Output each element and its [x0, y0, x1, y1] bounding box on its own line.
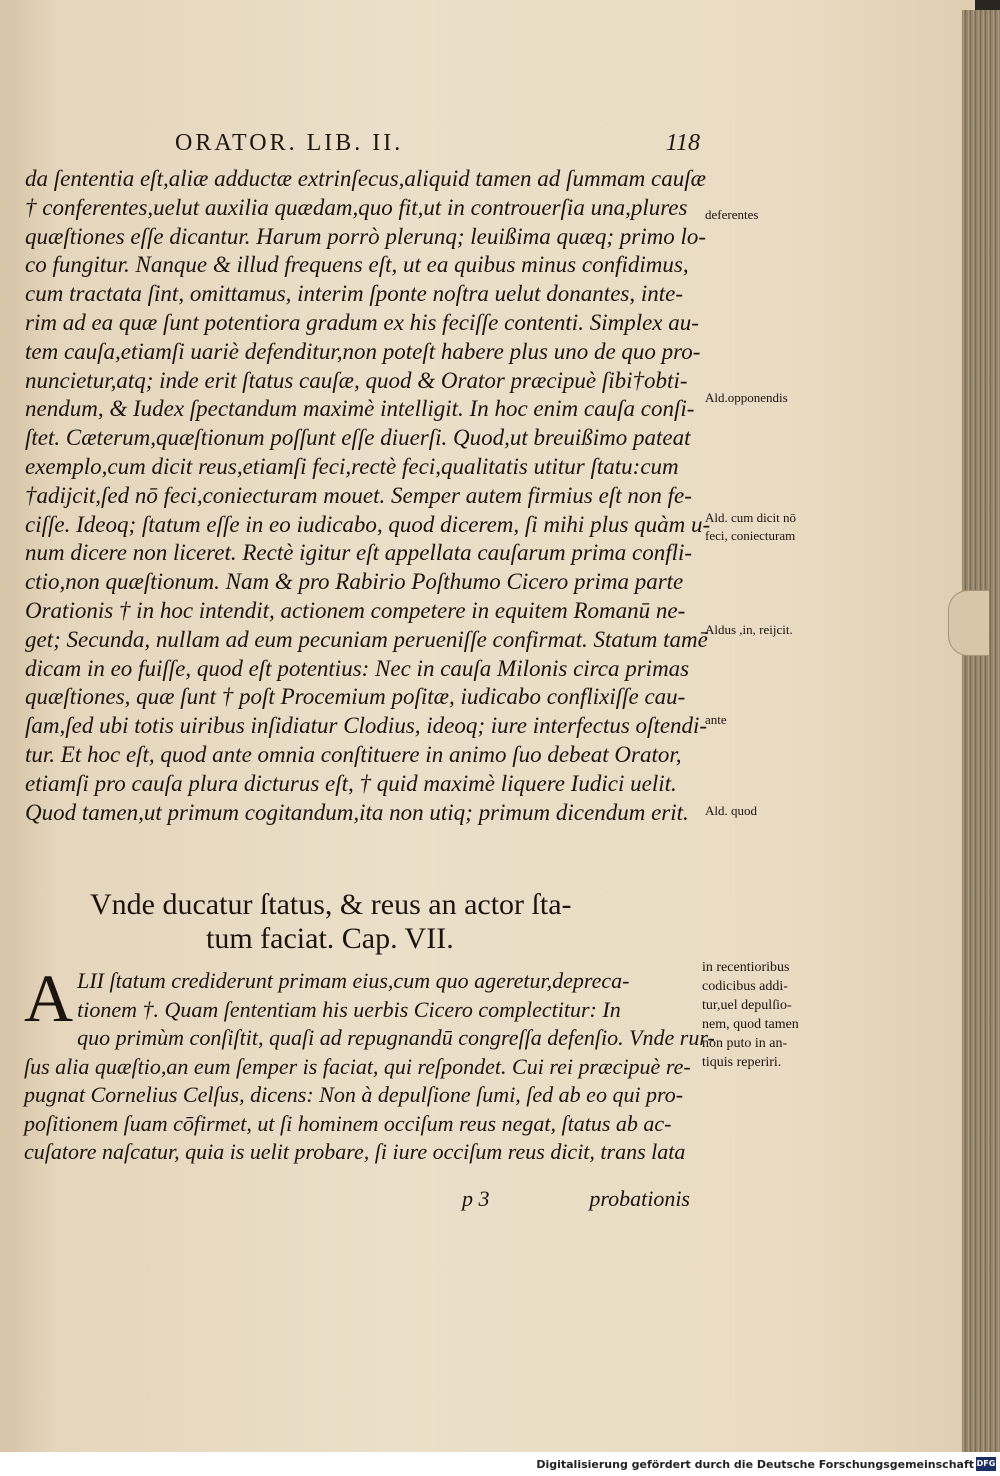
text-line: tem cauſa,etiamſi uariè defenditur,non poteſt habere plus uno de quo pro- [25, 338, 701, 364]
margin-note-line: nem, quod tamen [702, 1017, 799, 1032]
chapter-text-block [24, 960, 715, 1167]
text-line: †adijcit,ſed nō feci,coniecturam mouet. Semper autem firmius eſt non fe- [25, 482, 692, 508]
chapter-margin-note [702, 958, 837, 1072]
text-line: co fungitur. Nanque & illud frequens eſt, ut ea quibus minus confidimus, [25, 252, 689, 278]
text-line: Quod tamen,ut primum cogitandum,ita non utiq; primum dicendum erit. [25, 799, 689, 825]
text-line: † conferentes,uelut auxilia quædam,quo fit,ut in controuerſia una,plures [25, 194, 688, 220]
margin-note: Ald. quod [705, 803, 757, 818]
margin-note: Ald. cum dicit nō [705, 510, 796, 525]
text-line: tur. Et hoc eſt, quod ante omnia conſtituere in animo ſuo debeat Orator, [25, 741, 682, 767]
drop-cap: A [24, 960, 74, 1036]
margin-note-line: non puto in an- [702, 1036, 788, 1051]
signature-mark: p 3 [462, 1186, 490, 1211]
margin-note: feci, coniecturam [705, 528, 796, 543]
margin-note-line: tur,uel depulſio- [702, 998, 792, 1013]
page-edges [962, 10, 1000, 1452]
text-line: pugnat Cornelius Celſus, dicens: Non à depulſione ſumi, ſed ab eo qui pro- [24, 1082, 684, 1107]
text-line: etiamſi pro cauſa plura dicturus eſt, † quid maximè liquere Iudici uelit. [25, 770, 677, 796]
text-line: nendum, & Iudex ſpectandum maximè intelligit. In hoc enim cauſa conſi- [25, 396, 695, 422]
folio-number: 118 [665, 130, 700, 156]
margin-note-line: tiquis reperiri. [702, 1055, 782, 1070]
text-line: ſam,ſed ubi totis uiribus inſidiatur Clodius, ideoq; iure interfectus oſtendi- [25, 713, 708, 739]
text-line: nuncietur,atq; inde erit ſtatus cauſæ, quod & Orator præcipuè ſibi†obti- [25, 367, 688, 393]
main-text-block [25, 165, 711, 827]
text-line: dicam in eo fuiſſe, quod eſt potentius: Nec in cauſa Milonis circa primas [25, 655, 690, 681]
text-line: cuſatore naſcatur, quia is uelit probare, ſi iure occiſum reus dicit, trans lata [24, 1139, 686, 1164]
margin-note: Aldus ,in, reijcit. [705, 622, 793, 637]
text-line: da ſententia eſt,aliæ adductæ extrinſecus,aliquid tamen ad ſummam cauſæ [25, 166, 706, 191]
text-line: quæſtiones, quæ ſunt † poſt Procemium poſitæ, iudicabo conflixiſſe cau- [25, 684, 686, 710]
text-line: poſitionem ſuam cōfirmet, ut ſi hominem occiſum reus negat, ſtatus ab ac- [24, 1110, 672, 1136]
text-line: num dicere non liceret. Rectè igitur eſt appellata cauſarum prima confli- [25, 540, 693, 566]
margin-note-line: in recentioribus [702, 960, 790, 975]
text-line: cum tractata ſint, omittamus, interim ſponte noſtra uelut donantes, inte- [25, 281, 684, 307]
catchword: probationis [589, 1186, 690, 1211]
dfg-logo-icon: DFG [976, 1457, 996, 1471]
page-tab-marker [948, 590, 989, 656]
text-line: rim ad ea quæ ſunt potentiora gradum ex his feciſſe contenti. Simplex au- [25, 309, 699, 335]
margin-note: Ald.opponendis [705, 390, 788, 405]
text-line: ctio,non quæſtionum. Nam & pro Rabirio Poſthumo Cicero prima parte [25, 569, 684, 595]
text-line: get; Secunda, nullam ad eum pecuniam perueniſſe confirmat. Statum tamē [25, 626, 708, 652]
margin-note-line: codicibus addi- [702, 979, 788, 994]
margin-note: ante [705, 712, 727, 727]
text-line: ciſſe. Ideoq; ſtatum eſſe in eo iudicabo, quod dicerem, ſi mihi plus quàm u- [25, 511, 711, 537]
text-line: quæſtiones eſſe dicantur. Harum porrò plerunq; leuißima quæq; primo lo- [25, 223, 707, 249]
text-line: Orationis † in hoc intendit, actionem competere in equitem Romanū ne- [25, 597, 686, 623]
text-line: tionem †. Quam ſententiam his uerbis Cicero complectitur: In [77, 996, 621, 1022]
credit-text: Digitalisierung gefördert durch die Deutsche Forschungsgemeinschaft [536, 1458, 974, 1471]
text-line: quo primùm conſiſtit, quaſi ad repugnandū congreſſa defenſio. Vnde rur- [77, 1025, 715, 1050]
text-line: exemplo,cum dicit reus,etiamſi feci,rectè feci,qualitatis utitur ſtatu:cum [25, 453, 679, 479]
running-head-title: ORATOR. LIB. II. [175, 130, 404, 156]
text-line: ſus alia quæſtio,an eum ſemper is faciat, qui reſpondet. Cui rei præcipuè re- [24, 1053, 691, 1079]
chapter-heading [90, 888, 650, 956]
text-line: LII ſtatum crediderunt primam eius,cum quo ageretur,depreca- [77, 968, 630, 993]
chapter-heading-line: tum faciat. Cap. VII. [206, 922, 454, 955]
margin-note: deferentes [705, 207, 759, 222]
running-head [175, 130, 700, 162]
text-line: ſtet. Cæterum,quæſtionum poſſunt eſſe diuerſi. Quod,ut breuißimo pateat [25, 425, 691, 451]
chapter-heading-line: Vnde ducatur ſtatus, & reus an actor ſta- [90, 888, 572, 921]
